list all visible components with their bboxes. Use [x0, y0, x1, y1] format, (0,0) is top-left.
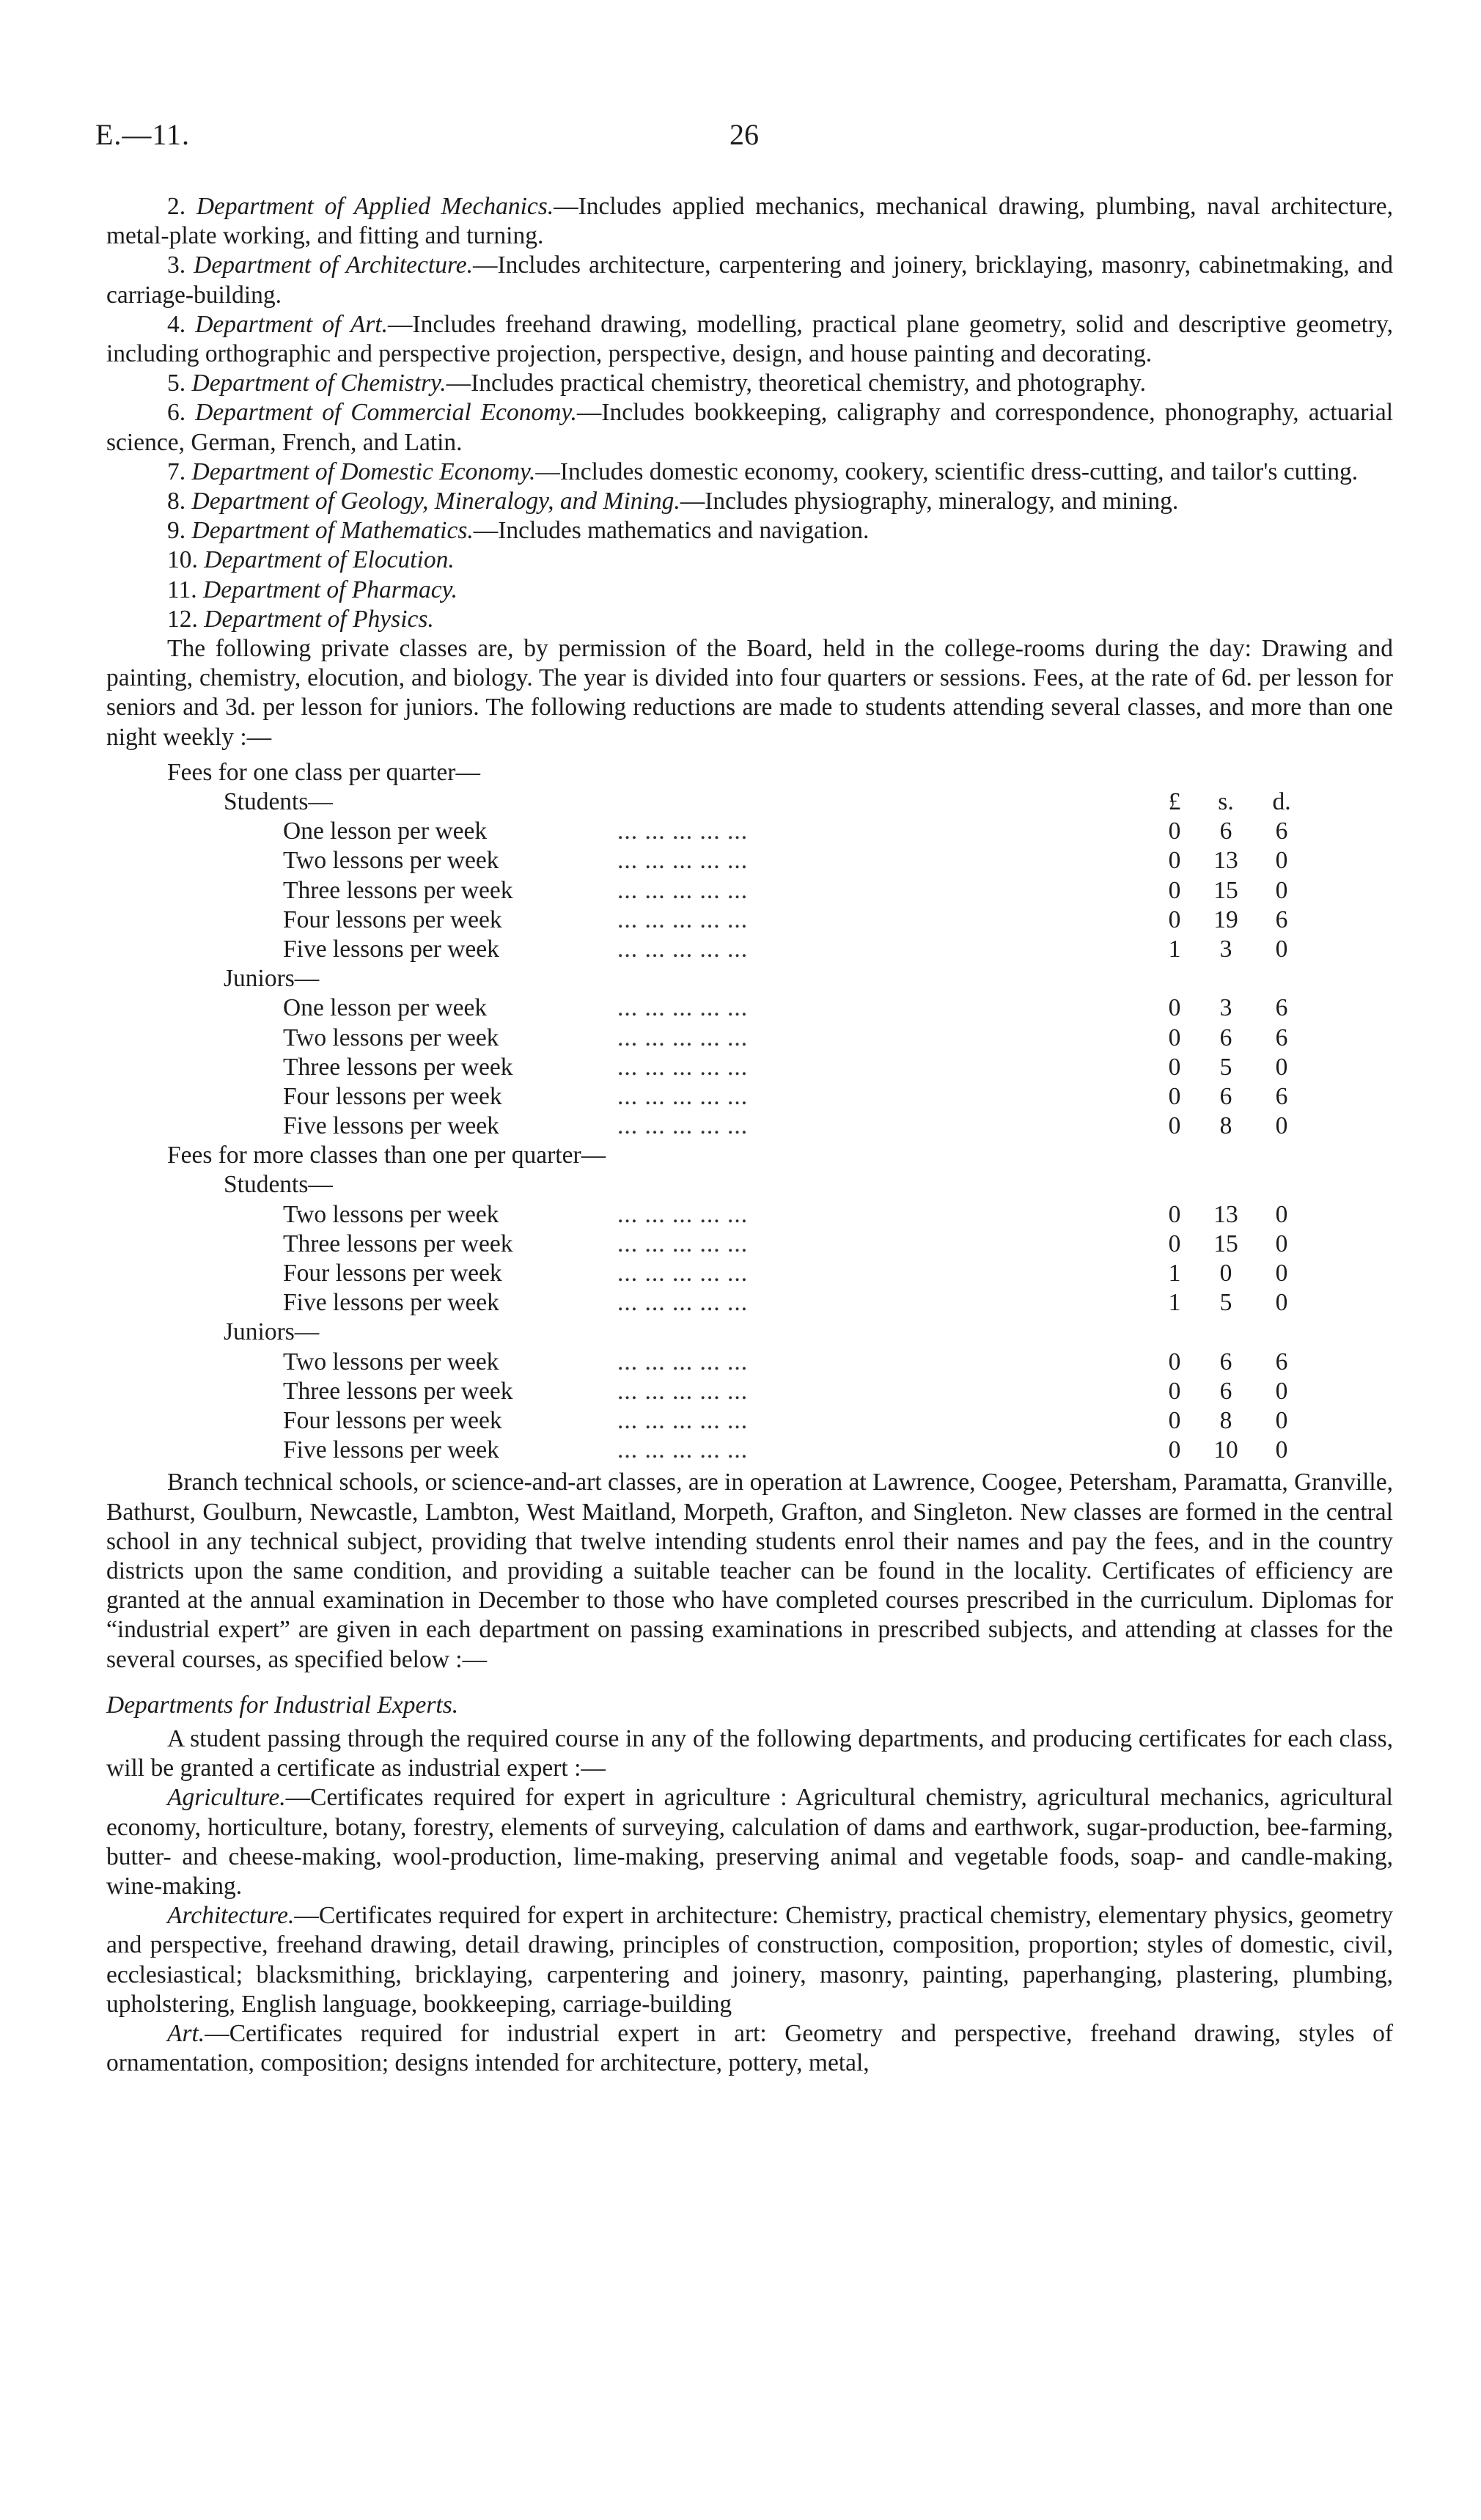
department-entry: 9. Department of Mathematics.—Includes mathematics and navigation.	[167, 517, 870, 545]
fee-label: Four lessons per week	[283, 1406, 502, 1434]
fee-pounds: 0	[1168, 1053, 1181, 1081]
department-entry: 5. Department of Chemistry.—Includes practical chemistry, theoretical chemistry, and photography.	[167, 370, 1146, 397]
leader-dots: ... ... ... ... ...	[617, 1436, 749, 1464]
fee-pounds: 0	[1168, 1406, 1181, 1434]
fee-row	[106, 1348, 1393, 1377]
fee-shillings: 3	[1219, 935, 1232, 963]
fee-pence: 6	[1275, 1024, 1288, 1051]
leader-dots: ... ... ... ... ...	[617, 1053, 749, 1081]
fee-label: One lesson per week	[283, 818, 488, 845]
fee-pence: 6	[1275, 1082, 1288, 1110]
fee-label: Four lessons per week	[283, 1260, 502, 1287]
leader-dots: ... ... ... ... ...	[617, 994, 749, 1022]
fee-shillings: 15	[1213, 1230, 1238, 1257]
leader-dots: ... ... ... ... ...	[617, 1112, 749, 1140]
fee-label: Five lessons per week	[283, 1112, 499, 1140]
fee-shillings: 6	[1219, 1348, 1232, 1375]
fee-pence: 0	[1275, 935, 1288, 963]
department-name: Department of Chemistry.	[191, 370, 446, 397]
department-entry: 6. Department of Commercial Economy.—Includes bookkeeping, caligraphy and correspondence, phonography, actuarial science, German, French, and Latin.	[106, 399, 1393, 456]
department-name: Department of Domestic Economy.	[191, 458, 536, 485]
expert-name: Art.	[167, 2020, 205, 2048]
fee-label: Two lessons per week	[283, 1200, 499, 1228]
leader-dots: ... ... ... ... ...	[617, 818, 749, 845]
leader-dots: ... ... ... ... ...	[617, 1260, 749, 1287]
section-title: Departments for Industrial Experts.	[106, 1691, 459, 1719]
page-body	[106, 192, 1393, 2078]
expert-entry: Architecture.—Certificates required for expert in architecture: Chemistry, practical chemistry, elementary physics, geometry and perspective, freehand drawing, detail drawing, principles of construction, composition, proportion; styles of domestic, civil, ecclesiastical; blacksmithing, bricklaying, carpentering and joinery, masonry, painting, paperhanging, plastering, plumbing, upholstering, English language, bookkeeping, carriage-building	[106, 1902, 1393, 2018]
fee-pence: 0	[1275, 1053, 1288, 1081]
department-entry: 3. Department of Architecture.—Includes architecture, carpentering and joinery, bricklaying, masonry, cabinetmaking, and carriage-building.	[106, 251, 1393, 309]
fee-pounds: 0	[1168, 876, 1181, 904]
leader-dots: ... ... ... ... ...	[617, 1377, 749, 1405]
fee-label: One lesson per week	[283, 994, 488, 1022]
pence-header: d.	[1272, 788, 1291, 816]
fee-row	[106, 993, 1393, 1023]
fees-group-heading: Fees for more classes than one per quarter—	[167, 1142, 606, 1169]
experts-intro: A student passing through the required course in any of the following departments, and producing certificates for each class, will be granted a certificate as industrial expert :—	[106, 1724, 1393, 1782]
fee-pounds: 0	[1168, 847, 1181, 875]
fee-label: Two lessons per week	[283, 1348, 499, 1375]
fees-subgroup-heading: Students—	[224, 1171, 333, 1199]
fee-pence: 6	[1275, 818, 1288, 845]
leader-dots: ... ... ... ... ...	[617, 847, 749, 875]
fee-label: Two lessons per week	[283, 1024, 499, 1051]
fee-row	[106, 1112, 1393, 1141]
fee-pence: 6	[1275, 994, 1288, 1022]
document-reference: E.—11.	[95, 118, 190, 151]
fee-pence: 0	[1275, 1260, 1288, 1287]
fee-row	[106, 1200, 1393, 1230]
fee-shillings: 10	[1213, 1436, 1238, 1464]
department-entry: 7. Department of Domestic Economy.—Includes domestic economy, cookery, scientific dress-cutting, and tailor's cutting.	[167, 458, 1359, 485]
fee-label: Four lessons per week	[283, 1082, 502, 1110]
department-entry: 11. Department of Pharmacy.	[167, 576, 458, 603]
fee-pence: 0	[1275, 1406, 1288, 1434]
expert-name: Agriculture.	[167, 1784, 286, 1812]
leader-dots: ... ... ... ... ...	[617, 1082, 749, 1110]
fee-row	[106, 1230, 1393, 1259]
fee-shillings: 0	[1219, 1260, 1232, 1287]
department-name: Department of Architecture.	[194, 251, 474, 279]
fees-subgroup-heading: Students— £ s. d.	[106, 787, 1393, 817]
leader-dots: ... ... ... ... ...	[617, 1406, 749, 1434]
fee-shillings: 6	[1219, 1024, 1232, 1051]
fee-shillings: 6	[1219, 1082, 1232, 1110]
fee-pence: 6	[1275, 1348, 1288, 1375]
fee-shillings: 13	[1213, 847, 1238, 875]
department-name: Department of Pharmacy.	[203, 576, 458, 603]
fee-shillings: 8	[1219, 1406, 1232, 1434]
private-classes-paragraph: The following private classes are, by permission of the Board, held in the college-rooms during the day: Drawing and painting, chemistry, elocution, and biology. The year is divided into four quarters or sessions. Fees, at the rate of 6d. per lesson for seniors and 3d. per lesson for juniors. The following reductions are made to students attending several classes, and more than one night weekly :—	[106, 635, 1393, 751]
fee-shillings: 8	[1219, 1112, 1232, 1140]
page-header	[95, 117, 1393, 161]
fee-shillings: 5	[1219, 1289, 1232, 1317]
fee-label: Three lessons per week	[283, 1053, 513, 1081]
fee-label: Three lessons per week	[283, 1377, 513, 1405]
department-entry: 10. Department of Elocution.	[167, 546, 455, 574]
fee-pounds: 0	[1168, 1230, 1181, 1257]
expert-entry: Art.—Certificates required for industrial expert in art: Geometry and perspective, freehand drawing, styles of ornamentation, composition; designs intended for architecture, pottery, metal,	[106, 2020, 1393, 2077]
fee-row	[106, 1082, 1393, 1112]
fee-pounds: 0	[1168, 1348, 1181, 1375]
leader-dots: ... ... ... ... ...	[617, 1024, 749, 1051]
fee-pounds: 0	[1168, 994, 1181, 1022]
fee-pounds: 0	[1168, 905, 1181, 933]
shillings-header: s.	[1218, 788, 1234, 816]
fee-pence: 0	[1275, 1436, 1288, 1464]
fee-row	[106, 1288, 1393, 1318]
leader-dots: ... ... ... ... ...	[617, 1348, 749, 1375]
expert-name: Architecture.	[167, 1902, 295, 1930]
fee-pence: 0	[1275, 1377, 1288, 1405]
fee-row	[106, 846, 1393, 875]
fee-label: Five lessons per week	[283, 1289, 499, 1317]
leader-dots: ... ... ... ... ...	[617, 1200, 749, 1228]
fee-label: Four lessons per week	[283, 905, 502, 933]
fee-label: Five lessons per week	[283, 1436, 499, 1464]
fee-row	[106, 817, 1393, 846]
fee-pence: 0	[1275, 876, 1288, 904]
fee-label: Three lessons per week	[283, 1230, 513, 1257]
fee-row	[106, 1436, 1393, 1465]
fee-pounds: 0	[1168, 1436, 1181, 1464]
fee-pence: 0	[1275, 1289, 1288, 1317]
expert-entry: Agriculture.—Certificates required for expert in agriculture : Agricultural chemistry, agricultural mechanics, agricultural economy, horticulture, botany, forestry, elements of surveying, calculation of dams and earthwork, sugar-production, bee-farming, butter- and cheese-making, wool-production, lime-making, preserving animal and vegetable foods, soap- and candle-making, wine-making.	[106, 1784, 1393, 1900]
fee-pounds: 0	[1168, 1377, 1181, 1405]
fee-label: Three lessons per week	[283, 876, 513, 904]
fee-row	[106, 935, 1393, 964]
fees-group-heading: Fees for one class per quarter—	[167, 758, 480, 786]
department-name: Department of Art.	[195, 310, 389, 338]
fee-pounds: 1	[1168, 1289, 1181, 1317]
fee-shillings: 5	[1219, 1053, 1232, 1081]
department-name: Department of Physics.	[204, 605, 434, 633]
fee-row	[106, 1024, 1393, 1053]
leader-dots: ... ... ... ... ...	[617, 935, 749, 963]
fee-pounds: 1	[1168, 935, 1181, 963]
leader-dots: ... ... ... ... ...	[617, 1230, 749, 1257]
fee-row	[106, 876, 1393, 905]
fee-pounds: 0	[1168, 1112, 1181, 1140]
fee-row	[106, 905, 1393, 935]
pounds-header: £	[1168, 788, 1181, 816]
fee-pounds: 1	[1168, 1260, 1181, 1287]
department-name: Department of Applied Mechanics.	[196, 193, 554, 220]
fee-row	[106, 1377, 1393, 1406]
department-name: Department of Commercial Economy.	[195, 399, 577, 427]
fee-pence: 0	[1275, 1112, 1288, 1140]
department-name: Department of Geology, Mineralogy, and Mining.	[191, 488, 680, 515]
branch-schools-paragraph: Branch technical schools, or science-and-art classes, are in operation at Lawrence, Coogee, Petersham, Paramatta, Granville, Bathurst, Goulburn, Newcastle, Lambton, West Maitland, Morpeth, Grafton, and Singleton. New classes are formed in the central school in any technical subject, providing that twelve intending students enrol their names and pay the fees, and in the country districts upon the same condition, and providing a suitable teacher can be found in the locality. Certificates of efficiency are granted at the annual examination in December to those who have completed courses prescribed in the curriculum. Diplomas for “industrial expert” are given in each department on passing examinations in prescribed subjects, and attending at classes for the several courses, as specified below :—	[106, 1469, 1393, 1673]
fee-pounds: 0	[1168, 818, 1181, 845]
department-entry: 12. Department of Physics.	[167, 605, 434, 633]
fees-table	[106, 758, 1393, 1466]
fee-row	[106, 1259, 1393, 1288]
fee-row	[106, 1406, 1393, 1436]
fees-subgroup-heading: Juniors—	[224, 965, 320, 993]
fee-row	[106, 1053, 1393, 1082]
department-entry: 2. Department of Applied Mechanics.—Includes applied mechanics, mechanical drawing, plumbing, naval architecture, metal-plate working, and fitting and turning.	[106, 193, 1393, 250]
fee-label: Two lessons per week	[283, 847, 499, 875]
fees-subgroup-heading: Juniors—	[224, 1318, 320, 1346]
fee-label: Five lessons per week	[283, 935, 499, 963]
fee-pence: 0	[1275, 1200, 1288, 1228]
leader-dots: ... ... ... ... ...	[617, 1289, 749, 1317]
department-name: Department of Elocution.	[204, 546, 455, 574]
leader-dots: ... ... ... ... ...	[617, 905, 749, 933]
fee-shillings: 3	[1219, 994, 1232, 1022]
department-entry: 8. Department of Geology, Mineralogy, and Mining.—Includes physiography, mineralogy, and mining.	[167, 488, 1179, 515]
department-name: Department of Mathematics.	[191, 517, 474, 545]
fee-shillings: 19	[1213, 905, 1238, 933]
fee-pounds: 0	[1168, 1082, 1181, 1110]
fee-pence: 6	[1275, 905, 1288, 933]
fee-pence: 0	[1275, 847, 1288, 875]
fee-shillings: 6	[1219, 818, 1232, 845]
department-entry: 4. Department of Art.—Includes freehand drawing, modelling, practical plane geometry, solid and descriptive geometry, including orthographic and perspective projection, perspective, design, and house painting and decorating.	[106, 310, 1393, 368]
fee-pounds: 0	[1168, 1200, 1181, 1228]
fee-shillings: 15	[1213, 876, 1238, 904]
leader-dots: ... ... ... ... ...	[617, 876, 749, 904]
fee-pence: 0	[1275, 1230, 1288, 1257]
fee-shillings: 6	[1219, 1377, 1232, 1405]
page-number: 26	[730, 118, 759, 151]
fee-pounds: 0	[1168, 1024, 1181, 1051]
fee-shillings: 13	[1213, 1200, 1238, 1228]
